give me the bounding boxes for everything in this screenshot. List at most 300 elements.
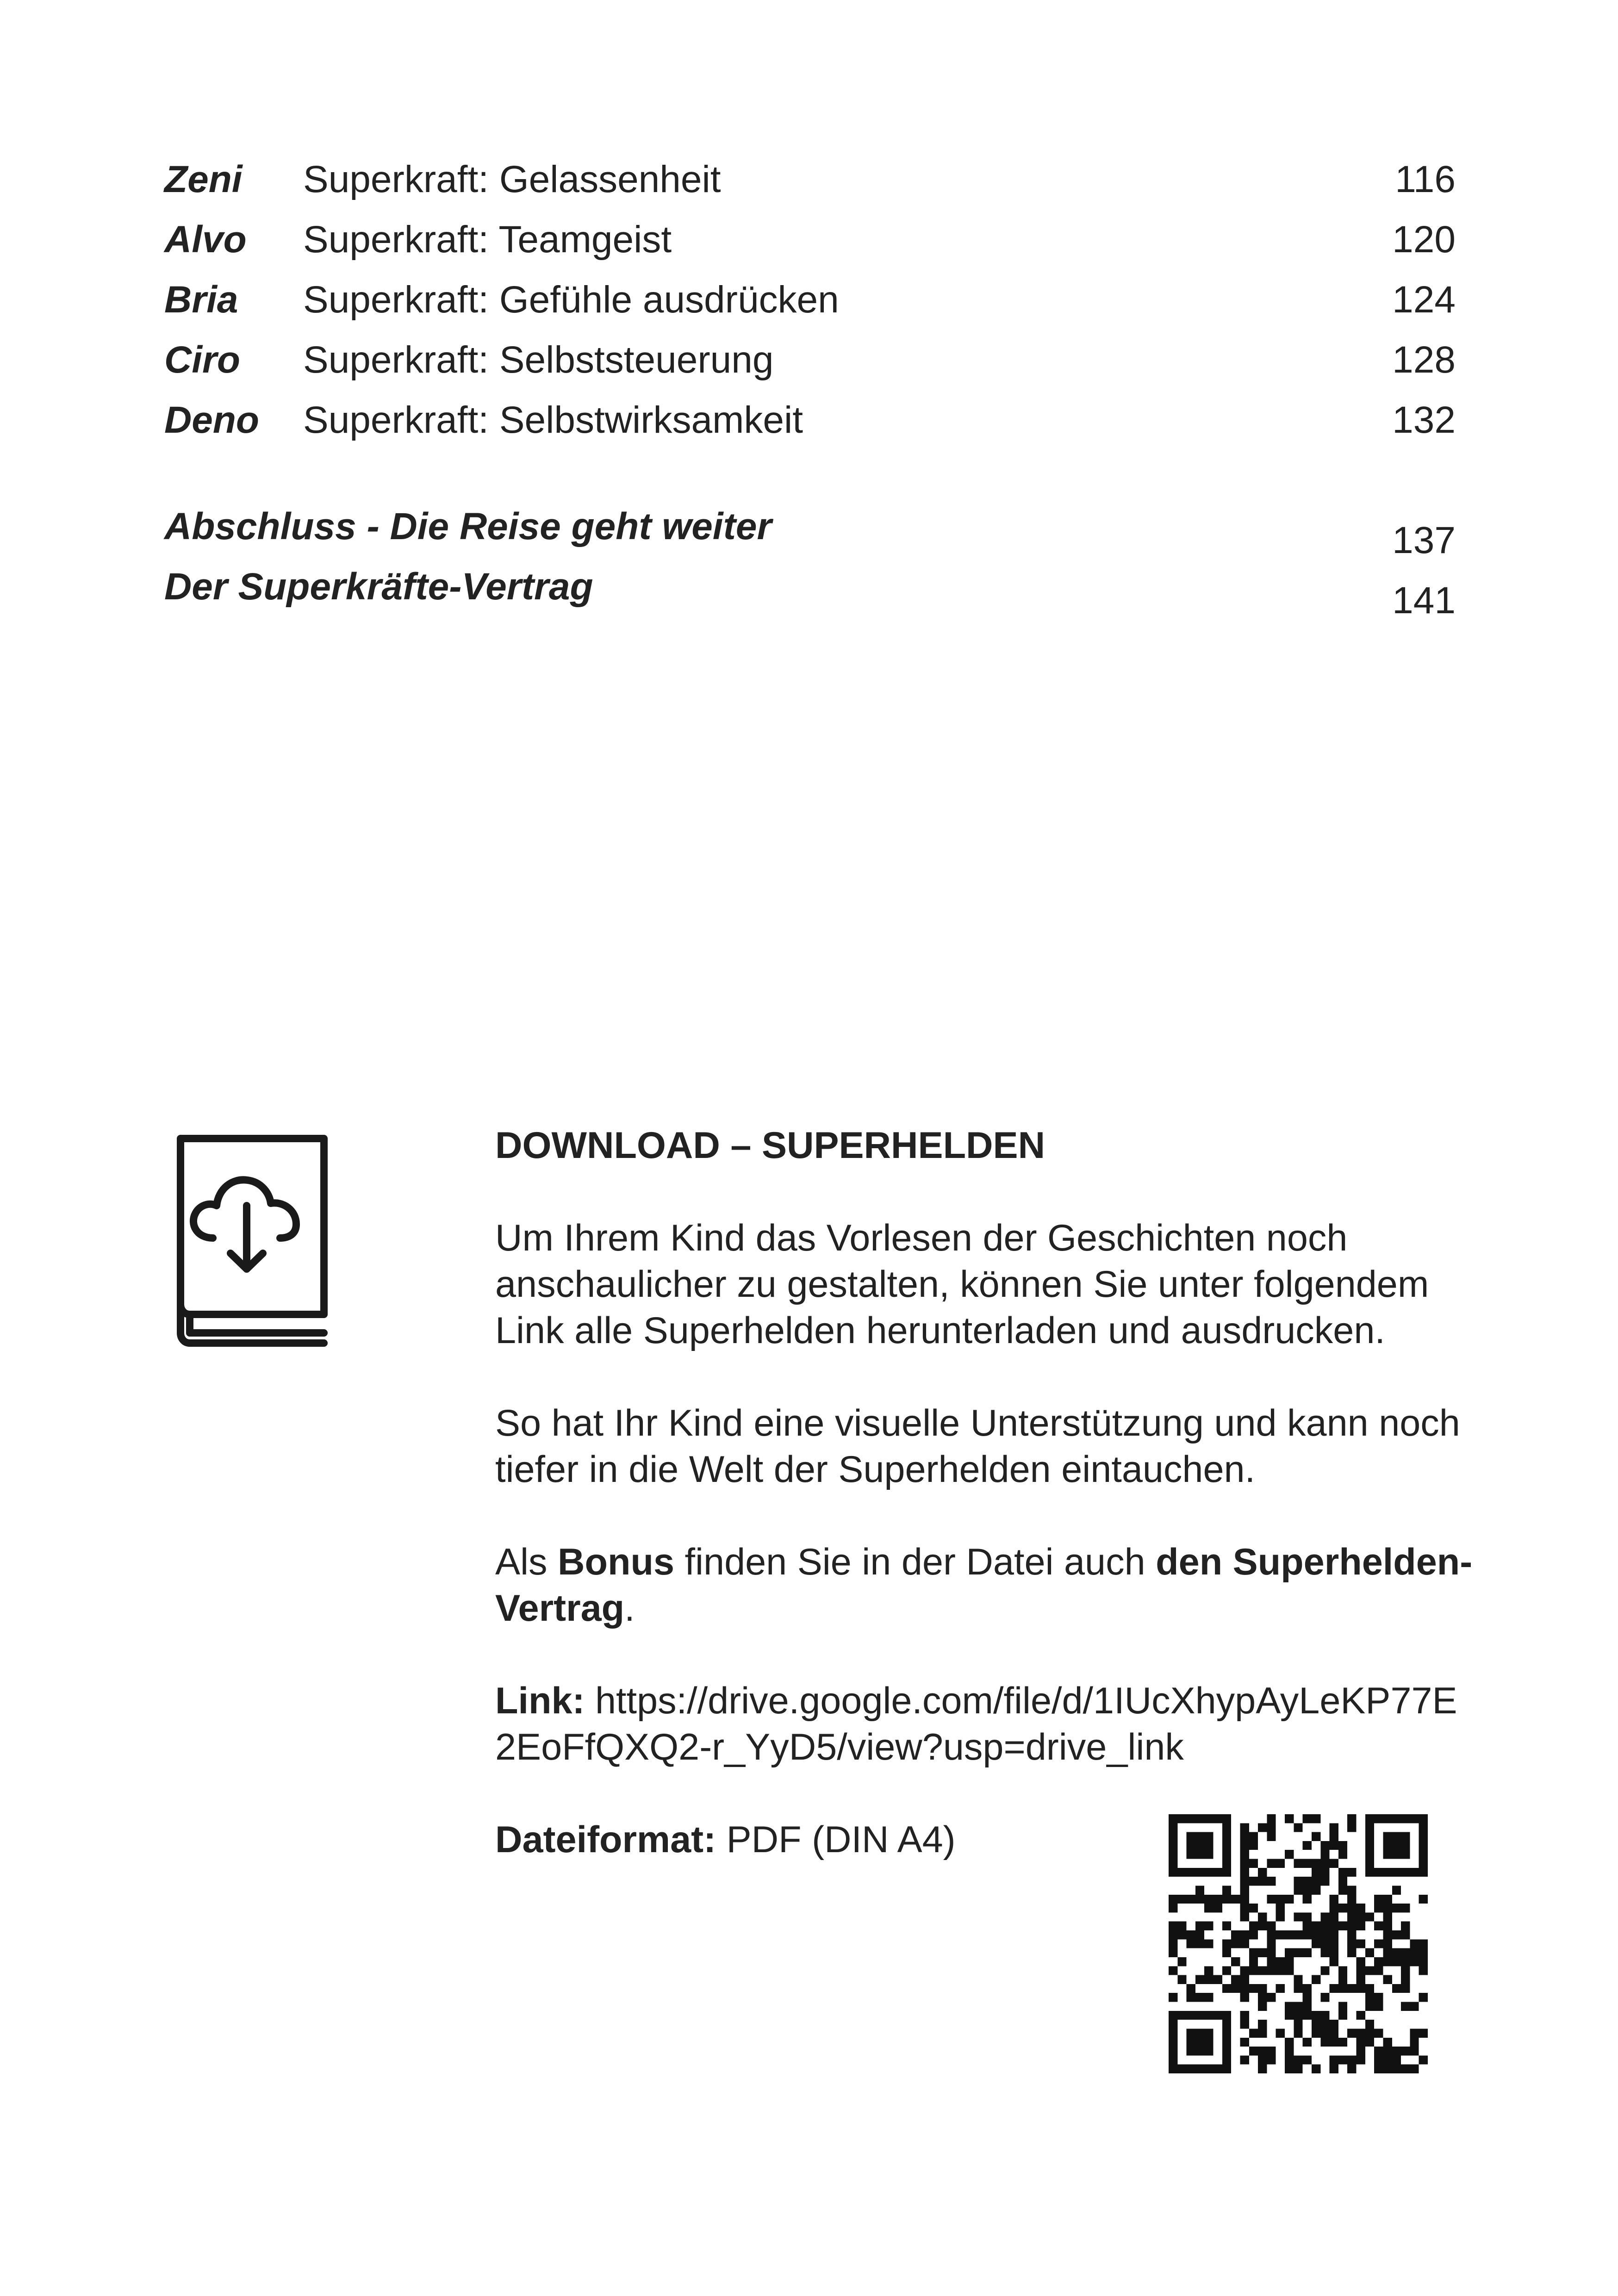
qr-module xyxy=(1267,1859,1276,1868)
qr-module xyxy=(1267,1957,1276,1966)
qr-module xyxy=(1214,1814,1222,1823)
qr-module xyxy=(1177,1922,1186,1930)
qr-module xyxy=(1401,1948,1410,1957)
qr-module xyxy=(1383,1841,1392,1850)
qr-module xyxy=(1365,1993,1374,2002)
qr-module xyxy=(1258,1922,1267,1930)
qr-module xyxy=(1320,1877,1329,1885)
qr-module xyxy=(1294,1912,1302,1921)
qr-module xyxy=(1294,1975,1302,1984)
toc-entry-title: Superkraft: Gelassenheit xyxy=(303,158,721,200)
qr-module xyxy=(1222,1948,1231,1957)
qr-module xyxy=(1401,2065,1410,2073)
qr-module xyxy=(1187,2038,1195,2047)
qr-module xyxy=(1240,1877,1249,1885)
qr-module xyxy=(1365,1912,1374,1921)
qr-module xyxy=(1357,1904,1365,1912)
qr-module xyxy=(1249,1984,1258,1993)
qr-module xyxy=(1195,1841,1204,1850)
qr-module xyxy=(1374,1904,1383,1912)
qr-module xyxy=(1169,1868,1177,1877)
qr-module xyxy=(1249,1877,1258,1885)
qr-module xyxy=(1338,1966,1347,1975)
qr-module xyxy=(1195,1939,1204,1948)
qr-module xyxy=(1267,1814,1276,1823)
qr-module xyxy=(1401,1814,1410,1823)
qr-module xyxy=(1222,2020,1231,2028)
qr-module xyxy=(1240,2038,1249,2047)
qr-module xyxy=(1258,1877,1267,1885)
qr-module xyxy=(1169,1993,1177,2002)
qr-module xyxy=(1357,2038,1365,2047)
qr-module xyxy=(1169,1850,1177,1859)
qr-module xyxy=(1374,1868,1383,1877)
qr-module xyxy=(1249,1948,1258,1957)
toc-closing-page: 137 xyxy=(1392,519,1456,561)
qr-module xyxy=(1187,1868,1195,1877)
qr-module xyxy=(1267,1877,1276,1885)
qr-module xyxy=(1204,1922,1213,1930)
qr-module xyxy=(1187,1841,1195,1850)
qr-module xyxy=(1374,2055,1383,2064)
qr-module xyxy=(1330,2020,1338,2028)
qr-module xyxy=(1204,2065,1213,2073)
qr-module xyxy=(1169,2038,1177,2047)
qr-module xyxy=(1240,1850,1249,1859)
qr-module xyxy=(1276,2028,1285,2037)
qr-module xyxy=(1285,1814,1294,1823)
qr-module xyxy=(1320,1930,1329,1939)
toc-entry-name: Ciro xyxy=(164,339,240,381)
qr-module xyxy=(1338,2038,1347,2047)
qr-module xyxy=(1357,1966,1365,1975)
qr-module xyxy=(1195,1930,1204,1939)
qr-module xyxy=(1401,1904,1410,1912)
qr-module xyxy=(1303,1814,1312,1823)
qr-module xyxy=(1214,1904,1222,1912)
qr-module xyxy=(1347,2028,1356,2037)
qr-module xyxy=(1231,1895,1240,1904)
qr-module xyxy=(1187,1939,1195,1948)
qr-module xyxy=(1330,1939,1338,1948)
qr-module xyxy=(1320,2020,1329,2028)
qr-module xyxy=(1169,1823,1177,1832)
qr-module xyxy=(1419,1868,1428,1877)
qr-module xyxy=(1410,1868,1419,1877)
qr-module xyxy=(1365,1966,1374,1975)
qr-module xyxy=(1392,1814,1401,1823)
qr-module xyxy=(1187,1814,1195,1823)
qr-module xyxy=(1338,2002,1347,2011)
qr-module xyxy=(1330,2028,1338,2037)
qr-module xyxy=(1330,1895,1338,1904)
qr-module xyxy=(1312,1868,1320,1877)
qr-module xyxy=(1294,1948,1302,1957)
qr-module xyxy=(1383,1957,1392,1966)
toc-entry xyxy=(164,217,1456,263)
qr-module xyxy=(1240,1904,1249,1912)
qr-module xyxy=(1169,1859,1177,1868)
qr-module xyxy=(1258,1823,1267,1832)
qr-module xyxy=(1204,1993,1213,2002)
qr-module xyxy=(1347,1939,1356,1948)
qr-module xyxy=(1240,2011,1249,2020)
qr-module xyxy=(1231,1939,1240,1948)
qr-module xyxy=(1222,1966,1231,1975)
qr-module xyxy=(1330,1984,1338,1993)
qr-module xyxy=(1231,1984,1240,1993)
qr-module xyxy=(1419,2028,1428,2037)
qr-module xyxy=(1357,1957,1365,1966)
qr-module xyxy=(1240,1885,1249,1894)
qr-module xyxy=(1187,1832,1195,1841)
qr-module xyxy=(1347,1930,1356,1939)
qr-module xyxy=(1347,1904,1356,1912)
qr-module xyxy=(1285,2065,1294,2073)
qr-module xyxy=(1169,2020,1177,2028)
qr-module xyxy=(1320,1922,1329,1930)
qr-module xyxy=(1419,1939,1428,1948)
qr-module xyxy=(1294,1877,1302,1885)
qr-module xyxy=(1294,2011,1302,2020)
qr-module xyxy=(1401,1868,1410,1877)
qr-module xyxy=(1214,1975,1222,1984)
qr-module xyxy=(1392,1948,1401,1957)
qr-module xyxy=(1303,1912,1312,1921)
qr-module xyxy=(1222,2011,1231,2020)
qr-module xyxy=(1258,1993,1267,2002)
qr-module xyxy=(1249,2028,1258,2037)
qr-module xyxy=(1195,1868,1204,1877)
qr-module xyxy=(1330,1957,1338,1966)
qr-module xyxy=(1249,1930,1258,1939)
qr-module xyxy=(1258,2047,1267,2055)
bonus-suffix: . xyxy=(624,1587,635,1629)
download-link-paragraph xyxy=(495,1678,1476,1770)
qr-module xyxy=(1365,1823,1374,1832)
qr-module xyxy=(1312,2028,1320,2037)
qr-module xyxy=(1401,1957,1410,1966)
qr-module xyxy=(1383,1895,1392,1904)
qr-module xyxy=(1312,1922,1320,1930)
qr-module xyxy=(1222,1841,1231,1850)
qr-module xyxy=(1267,1930,1276,1939)
qr-module xyxy=(1330,1922,1338,1930)
bonus-contract-emphasis: den Superhelden-Vertrag xyxy=(495,1541,1473,1629)
qr-module xyxy=(1338,2011,1347,2020)
download-heading: DOWNLOAD – SUPERHELDEN xyxy=(495,1125,1045,1166)
qr-module xyxy=(1169,1922,1177,1930)
qr-module xyxy=(1383,2055,1392,2064)
qr-module xyxy=(1303,1877,1312,1885)
qr-module xyxy=(1240,2020,1249,2028)
qr-module xyxy=(1320,1841,1329,1850)
qr-module xyxy=(1204,1814,1213,1823)
qr-module xyxy=(1347,1823,1356,1832)
qr-module xyxy=(1320,1939,1329,1948)
qr-module xyxy=(1347,1895,1356,1904)
qr-module xyxy=(1222,1823,1231,1832)
qr-module xyxy=(1419,1957,1428,1966)
qr-module xyxy=(1240,2055,1249,2064)
qr-module xyxy=(1249,1841,1258,1850)
qr-module xyxy=(1330,1948,1338,1957)
toc-entry-name: Zeni xyxy=(164,158,243,200)
qr-module xyxy=(1276,1912,1285,1921)
qr-module xyxy=(1169,2055,1177,2064)
qr-module xyxy=(1214,1895,1222,1904)
qr-module xyxy=(1187,1895,1195,1904)
toc-entry-title: Superkraft: Selbststeuerung xyxy=(303,339,774,381)
qr-module xyxy=(1392,2047,1401,2055)
qr-module xyxy=(1347,1885,1356,1894)
qr-module xyxy=(1303,2038,1312,2047)
qr-module xyxy=(1383,1832,1392,1841)
qr-module xyxy=(1276,1966,1285,1975)
file-format-label: Dateiformat: xyxy=(495,1819,716,1860)
qr-module xyxy=(1240,1975,1249,1984)
toc-entry-page: 120 xyxy=(1392,218,1456,261)
qr-module xyxy=(1312,1930,1320,1939)
qr-module xyxy=(1222,2055,1231,2064)
qr-module xyxy=(1330,1832,1338,1841)
link-label: Link: xyxy=(495,1680,585,1722)
qr-module xyxy=(1249,1859,1258,1868)
qr-module xyxy=(1338,1904,1347,1912)
qr-module xyxy=(1410,1814,1419,1823)
qr-module xyxy=(1365,2002,1374,2011)
qr-module xyxy=(1303,1948,1312,1957)
qr-module xyxy=(1383,1948,1392,1957)
qr-module xyxy=(1357,1984,1365,1993)
qr-module xyxy=(1383,1975,1392,1984)
toc-entry-page: 116 xyxy=(1395,158,1456,200)
qr-module xyxy=(1195,1922,1204,1930)
qr-module xyxy=(1419,1823,1428,1832)
toc-entry-page: 132 xyxy=(1392,399,1456,441)
qr-module xyxy=(1276,1957,1285,1966)
qr-module xyxy=(1177,1868,1186,1877)
qr-module xyxy=(1410,2002,1419,2011)
qr-module xyxy=(1294,1984,1302,1993)
qr-module xyxy=(1204,2038,1213,2047)
qr-module xyxy=(1285,2002,1294,2011)
qr-module xyxy=(1419,2055,1428,2064)
qr-module xyxy=(1267,2055,1276,2064)
qr-module xyxy=(1357,2047,1365,2055)
qr-module xyxy=(1285,1930,1294,1939)
qr-module xyxy=(1312,1939,1320,1948)
toc-entry-page: 128 xyxy=(1392,339,1456,381)
qr-module xyxy=(1303,1922,1312,1930)
qr-module xyxy=(1392,2065,1401,2073)
download-bonus-paragraph xyxy=(495,1539,1476,1631)
qr-module xyxy=(1187,2028,1195,2037)
qr-module xyxy=(1249,1922,1258,1930)
bonus-prefix: Als xyxy=(495,1541,558,1583)
download-visual-paragraph: So hat Ihr Kind eine visuelle Unterstützung und kann noch tiefer in die Welt der Superhelden eintauchen. xyxy=(495,1402,1460,1490)
qr-module xyxy=(1267,1922,1276,1930)
qr-module xyxy=(1357,2055,1365,2064)
qr-module xyxy=(1249,1904,1258,1912)
qr-module xyxy=(1276,1930,1285,1939)
qr-module xyxy=(1303,1885,1312,1894)
qr-module xyxy=(1177,1814,1186,1823)
qr-module xyxy=(1258,2055,1267,2064)
qr-module xyxy=(1285,2047,1294,2055)
qr-module xyxy=(1214,2011,1222,2020)
qr-module xyxy=(1320,1912,1329,1921)
qr-module xyxy=(1285,2055,1294,2064)
qr-module xyxy=(1195,2011,1204,2020)
download-section xyxy=(495,1122,1476,1909)
qr-module xyxy=(1285,1966,1294,1975)
qr-module xyxy=(1204,2047,1213,2055)
qr-module xyxy=(1392,1868,1401,1877)
qr-module xyxy=(1383,1922,1392,1930)
qr-module xyxy=(1294,1930,1302,1939)
qr-module xyxy=(1249,1832,1258,1841)
qr-module xyxy=(1222,2038,1231,2047)
qr-module xyxy=(1365,1832,1374,1841)
qr-module xyxy=(1312,1859,1320,1868)
qr-module xyxy=(1303,2011,1312,2020)
qr-module xyxy=(1204,1868,1213,1877)
qr-module xyxy=(1231,1975,1240,1984)
toc-entry-title: Superkraft: Selbstwirksamkeit xyxy=(303,399,803,441)
qr-module xyxy=(1338,1841,1347,1850)
qr-module xyxy=(1169,1841,1177,1850)
qr-module xyxy=(1320,2011,1329,2020)
qr-module xyxy=(1222,2047,1231,2055)
qr-module xyxy=(1267,2047,1276,2055)
toc-entry-title: Superkraft: Gefühle ausdrücken xyxy=(303,279,839,321)
qr-module xyxy=(1177,1975,1186,1984)
qr-module xyxy=(1401,1975,1410,1984)
qr-module xyxy=(1392,1832,1401,1841)
toc-closing-title: Abschluss - Die Reise geht weiter xyxy=(164,505,772,548)
qr-module xyxy=(1410,1957,1419,1966)
qr-module xyxy=(1374,1966,1383,1975)
qr-module xyxy=(1222,2065,1231,2073)
qr-module xyxy=(1357,2028,1365,2037)
qr-module xyxy=(1267,1939,1276,1948)
qr-module xyxy=(1204,1904,1213,1912)
qr-module xyxy=(1392,2055,1401,2064)
qr-module xyxy=(1410,1939,1419,1948)
qr-module xyxy=(1276,1859,1285,1868)
qr-module xyxy=(1222,1895,1231,1904)
qr-module xyxy=(1294,1885,1302,1894)
qr-module xyxy=(1392,1904,1401,1912)
qr-module xyxy=(1195,1993,1204,2002)
qr-module xyxy=(1312,1975,1320,1984)
qr-module xyxy=(1267,1966,1276,1975)
qr-module xyxy=(1222,1832,1231,1841)
qr-module xyxy=(1231,1930,1240,1939)
qr-module xyxy=(1177,1930,1186,1939)
qr-module xyxy=(1267,1993,1276,2002)
qr-module xyxy=(1195,1895,1204,1904)
qr-module xyxy=(1222,1868,1231,1877)
qr-module xyxy=(1222,1850,1231,1859)
qr-module xyxy=(1187,2011,1195,2020)
qr-module xyxy=(1195,1832,1204,1841)
qr-module xyxy=(1195,2028,1204,2037)
qr-module xyxy=(1383,2047,1392,2055)
qr-module xyxy=(1357,1912,1365,1921)
qr-module xyxy=(1383,2038,1392,2047)
qr-module xyxy=(1303,2055,1312,2064)
toc-entry-name: Alvo xyxy=(164,218,247,261)
qr-module xyxy=(1312,2020,1320,2028)
qr-module xyxy=(1401,1966,1410,1975)
qr-module xyxy=(1338,2055,1347,2064)
qr-module xyxy=(1222,1885,1231,1894)
qr-module xyxy=(1419,1993,1428,2002)
qr-module xyxy=(1365,1984,1374,1993)
qr-module xyxy=(1222,1939,1231,1948)
qr-module xyxy=(1240,1832,1249,1841)
bonus-emphasis: Bonus xyxy=(558,1541,675,1583)
qr-module xyxy=(1204,1966,1213,1975)
qr-module xyxy=(1383,1939,1392,1948)
qr-module xyxy=(1312,1814,1320,1823)
qr-module xyxy=(1222,1814,1231,1823)
qr-module xyxy=(1204,1975,1213,1984)
qr-module xyxy=(1222,1984,1231,1993)
qr-module xyxy=(1195,1814,1204,1823)
qr-module xyxy=(1347,1868,1356,1877)
qr-module xyxy=(1410,2038,1419,2047)
qr-module xyxy=(1222,1859,1231,1868)
qr-module xyxy=(1258,1966,1267,1975)
qr-module xyxy=(1374,2028,1383,2037)
qr-module xyxy=(1240,1895,1249,1904)
qr-module xyxy=(1320,1850,1329,1859)
qr-module xyxy=(1365,1850,1374,1859)
qr-module xyxy=(1249,1966,1258,1975)
qr-module xyxy=(1320,1966,1329,1975)
download-link[interactable]: https://drive.google.com/file/d/1IUcXhypAyLeKP77E2EoFfQXQ2-r_YyD5/view?usp=drive_link xyxy=(495,1680,1457,1768)
qr-module xyxy=(1169,1895,1177,1904)
qr-module xyxy=(1320,1993,1329,2002)
qr-module xyxy=(1303,1895,1312,1904)
qr-module xyxy=(1338,1850,1347,1859)
qr-module xyxy=(1258,1948,1267,1957)
qr-module xyxy=(1410,2028,1419,2037)
qr-module xyxy=(1294,2055,1302,2064)
qr-code-icon[interactable] xyxy=(1169,1814,1428,2073)
qr-module xyxy=(1187,2065,1195,2073)
qr-module xyxy=(1249,2047,1258,2055)
qr-module xyxy=(1347,1948,1356,1957)
qr-module xyxy=(1214,1868,1222,1877)
qr-module xyxy=(1195,1885,1204,1894)
qr-module xyxy=(1383,1904,1392,1912)
qr-module xyxy=(1330,1912,1338,1921)
qr-module xyxy=(1338,1885,1347,1894)
qr-module xyxy=(1285,1948,1294,1957)
toc-entry-page: 124 xyxy=(1392,279,1456,321)
qr-module xyxy=(1374,1993,1383,2002)
qr-module xyxy=(1320,2028,1329,2037)
qr-module xyxy=(1240,1930,1249,1939)
qr-module xyxy=(1419,1966,1428,1975)
qr-module xyxy=(1294,2020,1302,2028)
qr-module xyxy=(1347,1922,1356,1930)
qr-module xyxy=(1258,2002,1267,2011)
